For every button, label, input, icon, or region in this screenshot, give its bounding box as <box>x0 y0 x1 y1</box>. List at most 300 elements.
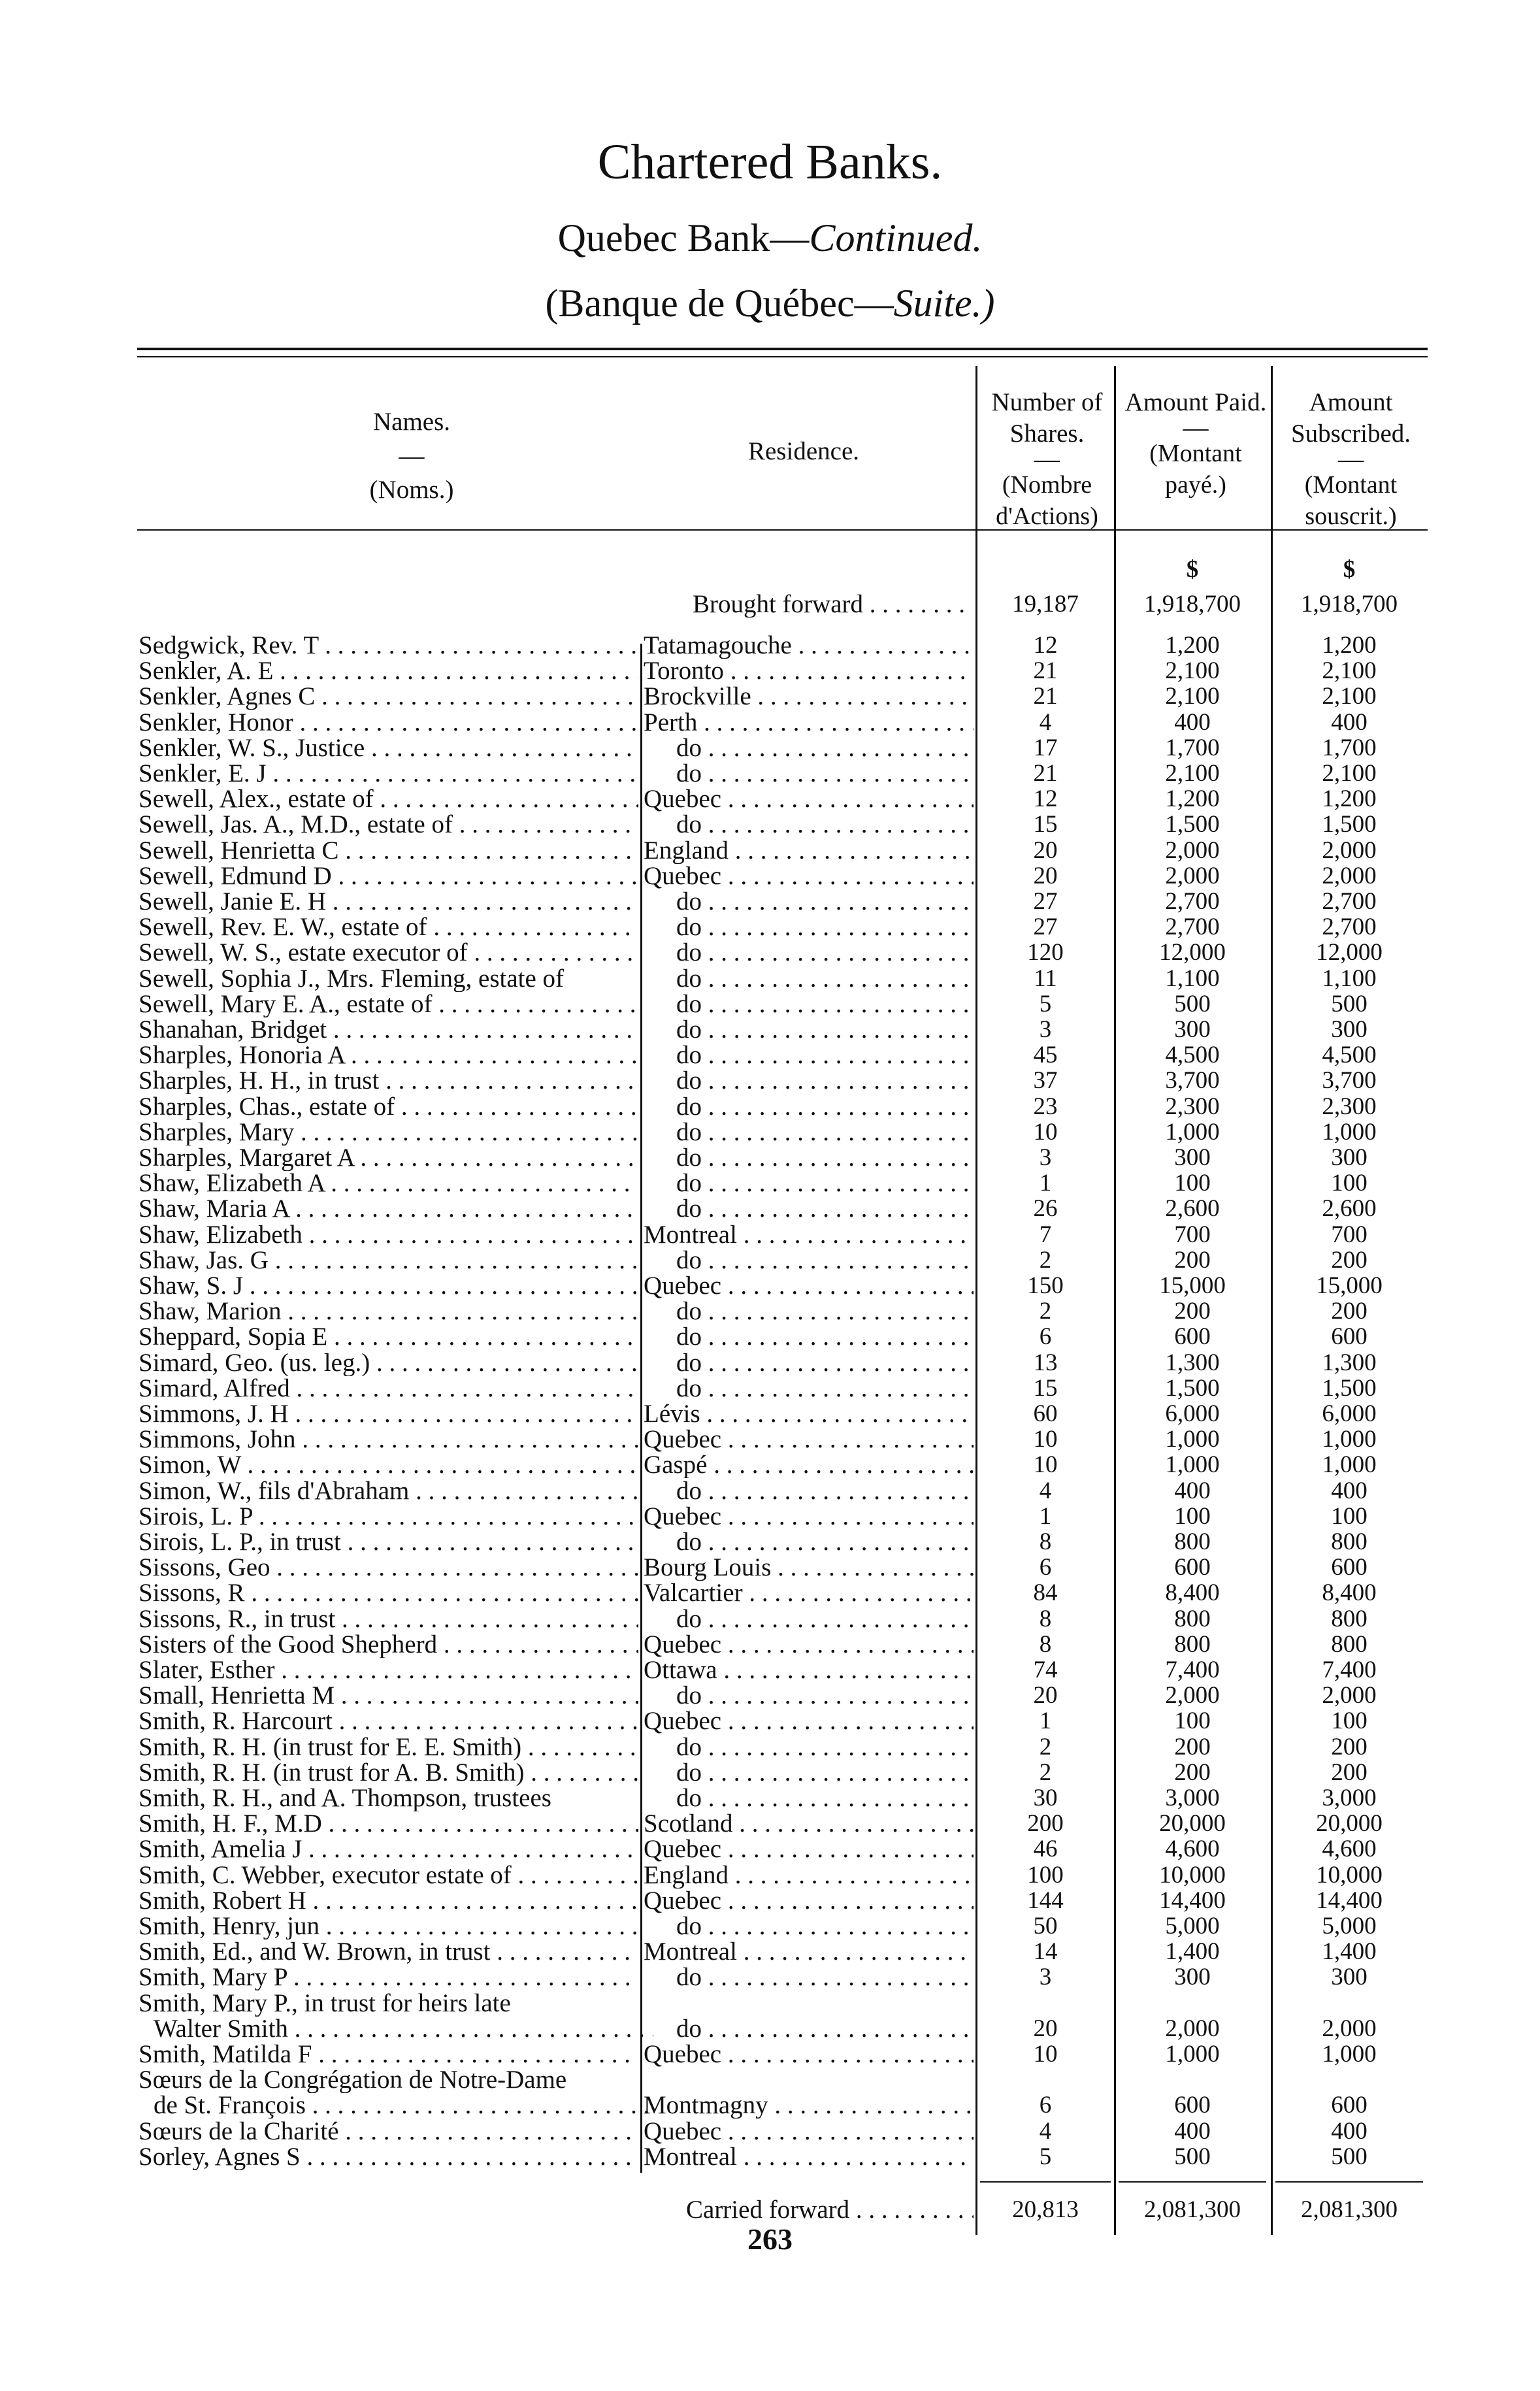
row-residence: do . . . <box>676 735 974 761</box>
row-name: Smith, R. H. (in trust for A. B. Smith) . . . <box>139 1760 638 1786</box>
row-name: Sewell, Mary E. A., estate of . . . <box>139 991 638 1017</box>
row-subscribed: 800 <box>1331 1631 1368 1658</box>
carried-forward-subscribed: 2,081,300 <box>1301 2196 1398 2223</box>
row-shares: 8 <box>1039 1606 1052 1632</box>
row-shares: 8 <box>1039 1631 1052 1658</box>
row-residence: Montmagny . . . <box>644 2092 974 2119</box>
row-shares: 6 <box>1039 1554 1052 1581</box>
row-subscribed: 600 <box>1331 1554 1368 1581</box>
row-residence: do . . . <box>676 1964 974 1990</box>
row-shares: 10 <box>1033 1426 1058 1453</box>
row-name: Smith, Ed., and W. Brown, in trust . . . <box>139 1939 638 1965</box>
row-residence: Quebec . . . <box>644 1708 974 1734</box>
row-name: Sorley, Agnes S . . . <box>139 2144 638 2170</box>
row-residence: do . . . <box>676 1913 974 1939</box>
row-residence: do . . . <box>676 1017 974 1043</box>
row-subscribed: 300 <box>1331 1964 1368 1990</box>
row-shares: 60 <box>1033 1400 1058 1427</box>
row-shares: 3 <box>1039 1016 1052 1043</box>
row-paid: 2,100 <box>1165 760 1220 787</box>
row-shares: 50 <box>1033 1913 1058 1939</box>
page-subtitle <box>0 216 1540 261</box>
row-paid: 14,400 <box>1159 1887 1226 1914</box>
row-paid: 1,300 <box>1165 1349 1220 1376</box>
row-shares: 2 <box>1039 1759 1052 1786</box>
row-paid: 10,000 <box>1159 1862 1226 1888</box>
row-name: Senkler, E. J . . . <box>139 761 638 787</box>
row-residence: Gaspé . . . <box>644 1452 974 1478</box>
row-shares: 21 <box>1033 657 1058 684</box>
header-names-dash: — <box>399 442 425 470</box>
row-residence: Tatamagouche . . . <box>644 633 974 659</box>
row-shares: 23 <box>1033 1093 1058 1120</box>
row-name: Senkler, W. S., Justice . . . <box>139 735 638 761</box>
row-residence: do . . . <box>676 1247 974 1274</box>
header-residence-label: Residence. <box>747 437 859 465</box>
row-shares: 200 <box>1027 1810 1064 1837</box>
row-subscribed: 6,000 <box>1322 1400 1377 1427</box>
row-subscribed: 800 <box>1331 1528 1368 1555</box>
row-name: Sissons, R . . . <box>139 1580 638 1606</box>
row-shares: 1 <box>1039 1707 1052 1734</box>
row-residence: do . . . <box>676 1734 974 1760</box>
row-paid: 800 <box>1174 1606 1211 1632</box>
row-residence: Bourg Louis . . . <box>644 1555 974 1581</box>
row-residence: do . . . <box>676 812 974 838</box>
row-subscribed: 7,400 <box>1322 1657 1377 1683</box>
row-residence: Quebec . . . <box>644 1632 974 1658</box>
row-residence: do . . . <box>676 2016 974 2042</box>
row-paid: 300 <box>1174 1016 1211 1043</box>
row-paid: 200 <box>1174 1298 1211 1325</box>
row-shares: 4 <box>1039 709 1052 736</box>
header-subscribed <box>1274 387 1428 532</box>
page-title: Chartered Banks. <box>597 135 943 190</box>
row-residence: Valcartier . . . <box>644 1580 974 1606</box>
row-shares: 4 <box>1039 2118 1052 2145</box>
row-shares: 21 <box>1033 760 1058 787</box>
header-bottom-rule <box>137 529 1428 531</box>
row-name: Sewell, W. S., estate executor of . . . <box>139 940 638 966</box>
row-paid: 2,000 <box>1165 1682 1220 1709</box>
row-shares: 10 <box>1033 1451 1058 1478</box>
row-paid: 1,500 <box>1165 811 1220 838</box>
row-residence: do . . . <box>676 761 974 787</box>
row-residence: Scotland . . . <box>644 1811 974 1837</box>
row-name: Smith, R. H. (in trust for E. E. Smith) . . . <box>139 1734 638 1760</box>
row-shares: 30 <box>1033 1785 1058 1811</box>
row-name: Simard, Geo. (us. leg.) . . . <box>139 1350 638 1376</box>
row-shares: 74 <box>1033 1657 1058 1683</box>
row-name: Sedgwick, Rev. T . . . <box>139 633 638 659</box>
header-subscribed-dash: — <box>1338 445 1364 473</box>
row-residence: do . . . <box>676 1042 974 1068</box>
row-residence: do . . . <box>676 889 974 915</box>
row-shares: 13 <box>1033 1349 1058 1376</box>
row-shares: 21 <box>1033 683 1058 710</box>
row-paid: 1,000 <box>1165 1451 1220 1478</box>
row-shares: 6 <box>1039 2092 1052 2119</box>
row-paid: 1,100 <box>1165 965 1220 992</box>
row-name: Sirois, L. P., in trust . . . <box>139 1529 638 1555</box>
brought-forward-subscribed: 1,918,700 <box>1301 591 1398 618</box>
row-subscribed: 1,000 <box>1322 1451 1377 1478</box>
row-name: de St. François . . . <box>154 2092 653 2119</box>
row-subscribed: 5,000 <box>1322 1913 1377 1939</box>
row-paid: 100 <box>1174 1503 1211 1530</box>
row-residence: do . . . <box>676 1683 974 1709</box>
row-subscribed: 2,100 <box>1322 760 1377 787</box>
row-residence: Quebec . . . <box>644 863 974 889</box>
row-name: Sewell, Henrietta C . . . <box>139 838 638 864</box>
row-residence: do . . . <box>676 966 974 992</box>
subtitle-plain: Quebec Bank— <box>557 216 810 259</box>
row-paid: 200 <box>1174 1734 1211 1760</box>
row-residence: Toronto . . . <box>644 658 974 684</box>
row-subscribed: 1,200 <box>1322 632 1377 659</box>
row-residence: Montreal . . . <box>644 2144 974 2170</box>
row-subscribed: 100 <box>1331 1503 1368 1530</box>
row-name: Sewell, Sophia J., Mrs. Fleming, estate of <box>139 966 565 992</box>
row-residence: Montreal . . . <box>644 1222 974 1248</box>
row-subscribed: 2,700 <box>1322 888 1377 915</box>
row-subscribed: 10,000 <box>1316 1862 1383 1888</box>
row-shares: 5 <box>1039 2143 1052 2170</box>
row-paid: 1,000 <box>1165 2041 1220 2068</box>
row-residence: Quebec . . . <box>644 2041 974 2068</box>
page-number: 263 <box>747 2222 793 2256</box>
row-residence: do . . . <box>676 1324 974 1350</box>
row-paid: 2,000 <box>1165 863 1220 889</box>
row-subscribed: 20,000 <box>1316 1810 1383 1837</box>
row-name: Sewell, Janie E. H . . . <box>139 889 638 915</box>
row-shares: 150 <box>1027 1272 1064 1299</box>
row-paid: 500 <box>1174 2143 1211 2170</box>
row-paid: 3,700 <box>1165 1067 1220 1094</box>
row-name: Smith, Matilda F . . . <box>139 2041 638 2068</box>
row-paid: 200 <box>1174 1759 1211 1786</box>
row-residence: do . . . <box>676 1170 974 1196</box>
row-name: Senkler, Agnes C . . . <box>139 684 638 710</box>
header-top-rule-thin <box>137 356 1428 357</box>
row-subscribed: 1,000 <box>1322 1426 1377 1453</box>
row-subscribed: 3,700 <box>1322 1067 1377 1094</box>
row-subscribed: 300 <box>1331 1016 1368 1043</box>
row-name: Senkler, A. E . . . <box>139 658 638 684</box>
row-shares: 27 <box>1033 914 1058 940</box>
row-shares: 15 <box>1033 811 1058 838</box>
row-residence: Perth . . . <box>644 710 974 736</box>
row-paid: 1,700 <box>1165 734 1220 761</box>
row-residence: Quebec . . . <box>644 2119 974 2145</box>
row-subscribed: 2,000 <box>1322 1682 1377 1709</box>
row-subscribed: 200 <box>1331 1247 1368 1274</box>
row-shares: 15 <box>1033 1375 1058 1402</box>
row-subscribed: 400 <box>1331 709 1368 736</box>
row-name: Smith, R. H., and A. Thompson, trustees <box>139 1785 551 1811</box>
brought-forward-shares: 19,187 <box>1012 591 1079 618</box>
row-name: Shaw, Elizabeth . . . <box>139 1222 638 1248</box>
row-shares: 7 <box>1039 1221 1052 1248</box>
header-shares-fr: (Nombre d'Actions) <box>996 471 1098 530</box>
row-subscribed: 1,100 <box>1322 965 1377 992</box>
row-subscribed: 300 <box>1331 1144 1368 1171</box>
row-paid: 800 <box>1174 1631 1211 1658</box>
row-name: Smith, H. F., M.D . . . <box>139 1811 638 1837</box>
row-shares: 3 <box>1039 1964 1052 1990</box>
row-paid: 400 <box>1174 709 1211 736</box>
row-shares: 1 <box>1039 1503 1052 1530</box>
row-name: Small, Henrietta M . . . <box>139 1683 638 1709</box>
row-residence: do . . . <box>676 1529 974 1555</box>
row-paid: 300 <box>1174 1144 1211 1171</box>
header-paid <box>1124 387 1268 501</box>
totals-rule-shares <box>980 2181 1111 2183</box>
row-shares: 26 <box>1033 1195 1058 1222</box>
row-shares: 14 <box>1033 1938 1058 1965</box>
row-shares: 2 <box>1039 1298 1052 1325</box>
row-shares: 4 <box>1039 1477 1052 1504</box>
row-subscribed: 2,100 <box>1322 683 1377 710</box>
currency-paid: $ <box>1186 556 1199 583</box>
row-name: Sirois, L. P . . . <box>139 1504 638 1530</box>
row-paid: 400 <box>1174 2118 1211 2145</box>
row-subscribed: 2,300 <box>1322 1093 1377 1120</box>
row-name: Shanahan, Bridget . . . <box>139 1017 638 1043</box>
row-subscribed: 200 <box>1331 1298 1368 1325</box>
row-name: Sissons, Geo . . . <box>139 1555 638 1581</box>
row-shares: 1 <box>1039 1170 1052 1196</box>
row-subscribed: 4,500 <box>1322 1042 1377 1068</box>
header-shares-en: Number of Shares. <box>991 388 1103 448</box>
row-name: Smith, C. Webber, executor estate of . . . <box>139 1862 638 1888</box>
row-subscribed: 8,400 <box>1322 1579 1377 1606</box>
row-subscribed: 500 <box>1331 991 1368 1017</box>
header-top-rule <box>137 348 1428 350</box>
row-residence: do . . . <box>676 1785 974 1811</box>
row-name: Sewell, Alex., estate of . . . <box>139 786 638 812</box>
row-shares: 12 <box>1033 785 1058 812</box>
row-subscribed: 1,400 <box>1322 1938 1377 1965</box>
row-shares: 46 <box>1033 1836 1058 1862</box>
row-name: Shaw, Maria A . . . <box>139 1196 638 1222</box>
row-paid: 500 <box>1174 991 1211 1017</box>
row-paid: 2,300 <box>1165 1093 1220 1120</box>
row-shares: 11 <box>1034 965 1057 992</box>
row-subscribed: 500 <box>1331 2143 1368 2170</box>
row-paid: 3,000 <box>1165 1785 1220 1811</box>
row-subscribed: 12,000 <box>1316 939 1383 966</box>
subtitle-italic: Continued. <box>809 216 983 259</box>
header-paid-fr: (Montant payé.) <box>1149 440 1242 499</box>
row-subscribed: 2,600 <box>1322 1195 1377 1222</box>
row-name: Shaw, Jas. G . . . <box>139 1247 638 1274</box>
row-name: Smith, Mary P . . . <box>139 1964 638 1990</box>
row-shares: 20 <box>1033 1682 1058 1709</box>
col-sep-names <box>640 644 642 2173</box>
subtitle-french-plain: (Banque de Québec— <box>545 282 894 325</box>
row-shares: 2 <box>1039 1734 1052 1760</box>
row-paid: 2,100 <box>1165 683 1220 710</box>
row-residence: England . . . <box>644 1862 974 1888</box>
row-name: Sewell, Jas. A., M.D., estate of . . . <box>139 812 638 838</box>
row-name: Shaw, Marion . . . <box>139 1298 638 1325</box>
row-paid: 2,100 <box>1165 657 1220 684</box>
row-shares: 3 <box>1039 1144 1052 1171</box>
row-paid: 8,400 <box>1165 1579 1220 1606</box>
row-shares: 12 <box>1033 632 1058 659</box>
row-shares: 10 <box>1033 2041 1058 2068</box>
row-subscribed: 600 <box>1331 2092 1368 2119</box>
row-residence: Lévis . . . <box>644 1401 974 1427</box>
row-residence: Ottawa . . . <box>644 1657 974 1683</box>
row-residence: do . . . <box>676 940 974 966</box>
row-paid: 600 <box>1174 1554 1211 1581</box>
row-subscribed: 14,400 <box>1316 1887 1383 1914</box>
row-paid: 1,500 <box>1165 1375 1220 1402</box>
row-name: Smith, Mary P., in trust for heirs late <box>139 1990 511 2017</box>
row-residence: Quebec . . . <box>644 1836 974 1862</box>
row-name: Sewell, Edmund D . . . <box>139 863 638 889</box>
row-paid: 2,000 <box>1165 837 1220 864</box>
row-subscribed: 2,000 <box>1322 2015 1377 2042</box>
row-name: Smith, Amelia J . . . <box>139 1836 638 1862</box>
row-paid: 300 <box>1174 1964 1211 1990</box>
row-residence: do . . . <box>676 1606 974 1632</box>
row-name: Walter Smith . . . <box>154 2016 653 2042</box>
row-paid: 600 <box>1174 1323 1211 1350</box>
row-paid: 200 <box>1174 1247 1211 1274</box>
carried-forward-shares: 20,813 <box>1012 2196 1079 2223</box>
row-subscribed: 1,700 <box>1322 734 1377 761</box>
header-paid-dash: — <box>1183 414 1209 442</box>
row-name: Smith, Henry, jun . . . <box>139 1913 638 1939</box>
row-residence: do . . . <box>676 991 974 1017</box>
header-shares-dash: — <box>1034 445 1060 473</box>
row-name: Sharples, Mary . . . <box>139 1119 638 1146</box>
row-subscribed: 1,000 <box>1322 2041 1377 2068</box>
row-subscribed: 2,100 <box>1322 657 1377 684</box>
page-subtitle-french <box>0 281 1540 326</box>
row-paid: 1,400 <box>1165 1938 1220 1965</box>
row-shares: 5 <box>1039 991 1052 1017</box>
row-name: Sharples, H. H., in trust . . . <box>139 1068 638 1094</box>
header-names-fr: (Noms.) <box>369 476 454 504</box>
row-subscribed: 700 <box>1331 1221 1368 1248</box>
header-names-en: Names. <box>372 408 451 436</box>
row-shares: 37 <box>1033 1067 1058 1094</box>
row-residence: do . . . <box>676 1376 974 1402</box>
row-residence: Quebec . . . <box>644 1888 974 1914</box>
row-residence: do . . . <box>676 1298 974 1325</box>
row-name: Shaw, S. J . . . <box>139 1273 638 1299</box>
row-residence: Montreal . . . <box>644 1939 974 1965</box>
row-residence: do . . . <box>676 1350 974 1376</box>
row-subscribed: 3,000 <box>1322 1785 1377 1811</box>
row-paid: 1,000 <box>1165 1426 1220 1453</box>
row-residence: Quebec . . . <box>644 1426 974 1453</box>
row-subscribed: 100 <box>1331 1707 1368 1734</box>
row-subscribed: 100 <box>1331 1170 1368 1196</box>
row-paid: 4,600 <box>1165 1836 1220 1862</box>
row-paid: 700 <box>1174 1221 1211 1248</box>
row-paid: 1,200 <box>1165 632 1220 659</box>
row-shares: 8 <box>1039 1528 1052 1555</box>
header-subscribed-en: Amount Subscribed. <box>1290 388 1411 448</box>
row-subscribed: 800 <box>1331 1606 1368 1632</box>
row-residence: do . . . <box>676 914 974 940</box>
row-paid: 12,000 <box>1159 939 1226 966</box>
row-name: Sœurs de la Charité . . . <box>139 2119 638 2145</box>
row-paid: 2,700 <box>1165 888 1220 915</box>
row-residence: do . . . <box>676 1478 974 1504</box>
row-name: Sheppard, Sopia E . . . <box>139 1324 638 1350</box>
row-name: Simmons, John . . . <box>139 1426 638 1453</box>
row-residence: do . . . <box>676 1760 974 1786</box>
currency-subscribed: $ <box>1343 556 1356 583</box>
row-shares: 100 <box>1027 1862 1064 1888</box>
row-residence: Brockville . . . <box>644 684 974 710</box>
header-residence <box>706 435 902 469</box>
row-shares: 84 <box>1033 1579 1058 1606</box>
row-shares: 20 <box>1033 837 1058 864</box>
row-shares: 17 <box>1033 734 1058 761</box>
row-subscribed: 4,600 <box>1322 1836 1377 1862</box>
row-paid: 800 <box>1174 1528 1211 1555</box>
row-name: Simard, Alfred . . . <box>139 1376 638 1402</box>
row-subscribed: 2,000 <box>1322 837 1377 864</box>
row-name: Sœurs de la Congrégation de Notre-Dame <box>139 2067 567 2093</box>
row-paid: 2,000 <box>1165 2015 1220 2042</box>
row-subscribed: 400 <box>1331 1477 1368 1504</box>
brought-forward-paid: 1,918,700 <box>1144 591 1241 618</box>
row-subscribed: 200 <box>1331 1759 1368 1786</box>
row-subscribed: 1,300 <box>1322 1349 1377 1376</box>
row-subscribed: 2,700 <box>1322 914 1377 940</box>
row-subscribed: 1,500 <box>1322 1375 1377 1402</box>
row-name: Simon, W . . . <box>139 1452 638 1478</box>
row-residence: do . . . <box>676 1094 974 1120</box>
row-name: Smith, R. Harcourt . . . <box>139 1708 638 1734</box>
row-subscribed: 15,000 <box>1316 1272 1383 1299</box>
row-shares: 144 <box>1027 1887 1064 1914</box>
totals-rule-subscribed <box>1275 2181 1423 2183</box>
row-residence: do . . . <box>676 1068 974 1094</box>
row-residence: do . . . <box>676 1119 974 1146</box>
row-shares: 20 <box>1033 863 1058 889</box>
header-names <box>281 405 542 507</box>
row-paid: 2,700 <box>1165 914 1220 940</box>
row-shares: 6 <box>1039 1323 1052 1350</box>
row-residence: Quebec . . . <box>644 786 974 812</box>
subtitle-french-italic: Suite.) <box>893 282 995 325</box>
carried-forward-paid: 2,081,300 <box>1144 2196 1241 2223</box>
row-name: Sharples, Margaret A . . . <box>139 1145 638 1171</box>
row-name: Simmons, J. H . . . <box>139 1401 638 1427</box>
row-paid: 4,500 <box>1165 1042 1220 1068</box>
row-paid: 100 <box>1174 1707 1211 1734</box>
row-residence: England . . . <box>644 838 974 864</box>
row-name: Senkler, Honor . . . <box>139 710 638 736</box>
row-subscribed: 400 <box>1331 2118 1368 2145</box>
totals-rule-paid <box>1119 2181 1266 2183</box>
row-name: Simon, W., fils d'Abraham . . . <box>139 1478 638 1504</box>
row-paid: 1,000 <box>1165 1119 1220 1146</box>
row-shares: 45 <box>1033 1042 1058 1068</box>
row-subscribed: 2,000 <box>1322 863 1377 889</box>
row-shares: 10 <box>1033 1119 1058 1146</box>
row-name: Sisters of the Good Shepherd . . . <box>139 1632 638 1658</box>
